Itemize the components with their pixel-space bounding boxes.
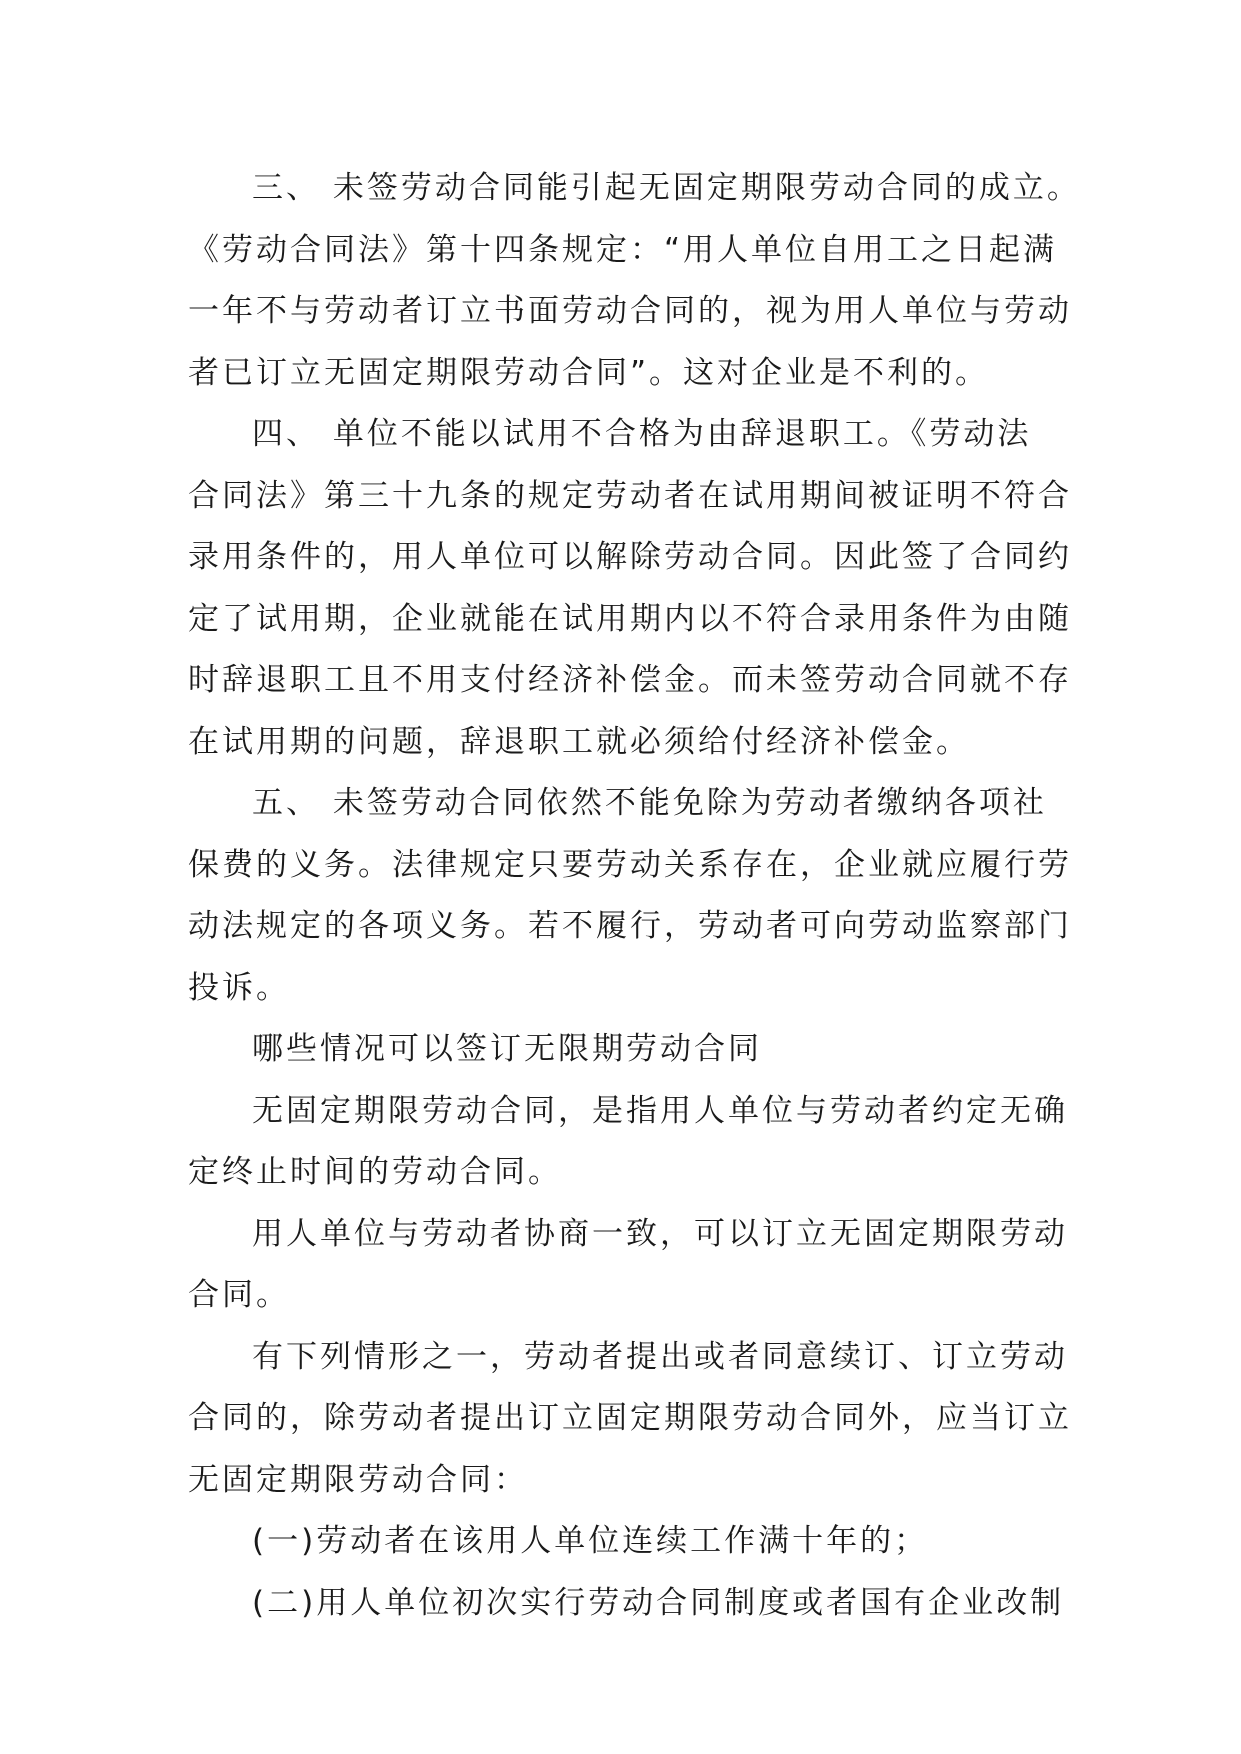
text-line: 四、 单位不能以试用不合格为由辞退职工。《劳动法 [252,416,1032,452]
text-line: 无固定期限劳动合同： [188,1461,528,1498]
text-line: 动法规定的各项义务。若不履行，劳动者可向劳动监察部门 [188,908,1072,944]
text-line: 一年不与劳动者订立书面劳动合同的，视为用人单位与劳动 [188,293,1072,329]
text-line: 合同。 [188,1277,290,1313]
text-line: 无固定期限劳动合同，是指用人单位与劳动者约定无确 [252,1092,1068,1129]
text-line: 投诉。 [188,969,290,1006]
text-line: 《劳动合同法》第十四条规定：“用人单位自用工之日起满 [188,231,1058,268]
text-line: (二)用人单位初次实行劳动合同制度或者国有企业改制 [252,1584,1065,1621]
text-line: 定了试用期，企业就能在试用期内以不符合录用条件为由随 [188,600,1072,637]
text-line: 时辞退职工且不用支付经济补偿金。而未签劳动合同就不存 [188,662,1072,698]
text-line: 保费的义务。法律规定只要劳动关系存在，企业就应履行劳 [188,846,1072,883]
text-line: 用人单位与劳动者协商一致，可以订立无固定期限劳动 [252,1215,1068,1252]
text-line: 哪些情况可以签订无限期劳动合同 [252,1031,762,1067]
document-body [188,158,1088,1634]
text-line: 合同的，除劳动者提出订立固定期限劳动合同外，应当订立 [188,1400,1072,1436]
text-line: 者已订立无固定期限劳动合同”。这对企业是不利的。 [188,354,990,391]
text-line: 有下列情形之一，劳动者提出或者同意续订、订立劳动 [252,1338,1068,1375]
text-line: 合同法》第三十九条的规定劳动者在试用期间被证明不符合 [188,477,1072,514]
text-line: 定终止时间的劳动合同。 [188,1154,562,1190]
text-line: 在试用期的问题，辞退职工就必须给付经济补偿金。 [188,723,970,760]
text-line: (一)劳动者在该用人单位连续工作满十年的； [252,1523,929,1559]
text-line: 录用条件的，用人单位可以解除劳动合同。因此签了合同约 [188,539,1072,575]
text-line: 三、 未签劳动合同能引起无固定期限劳动合同的成立。 [252,170,1081,206]
text-line: 五、 未签劳动合同依然不能免除为劳动者缴纳各项社 [252,785,1047,821]
